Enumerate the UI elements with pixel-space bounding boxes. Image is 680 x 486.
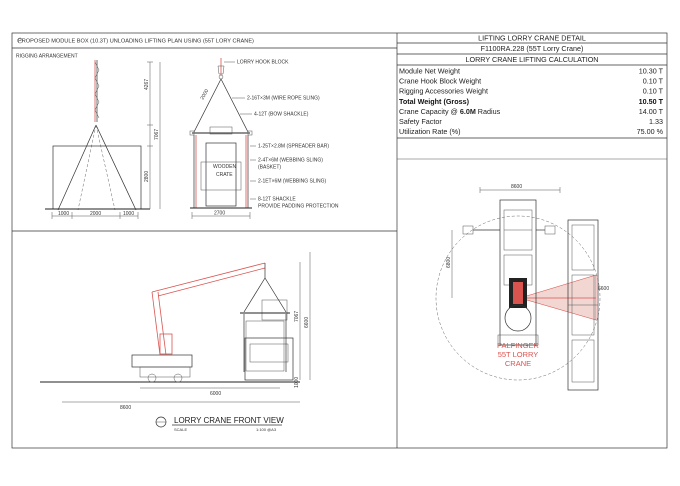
row-value-net-weight: 10.30 T xyxy=(638,66,663,76)
front-view-scale-value: 1:100 @A3 xyxy=(256,427,277,432)
dim-1000-left: 1000 xyxy=(58,211,70,217)
callout-bow-shackle: 4-12T (BOW SHACKLE) xyxy=(254,111,309,118)
dim-2000-vert: 2000 xyxy=(199,88,211,101)
dim-7067: 7067 xyxy=(154,128,160,140)
dim-2000: 2000 xyxy=(90,211,102,217)
callout-shackle: 8-12T SHACKLE xyxy=(258,196,296,203)
row-label-hook-weight: Crane Hook Block Weight xyxy=(399,76,482,86)
dim-8600: 8600 xyxy=(120,405,132,411)
dim-7067-front: 7067 xyxy=(294,310,300,322)
rigging-side-dims xyxy=(52,62,160,219)
rigging-end-dims xyxy=(192,88,250,219)
front-view-scale-label: SCALE xyxy=(174,427,188,432)
table-header: LIFTING LORRY CRANE DETAIL xyxy=(478,33,586,43)
row-value-hook-weight: 0.10 T xyxy=(642,76,663,86)
sheet-border xyxy=(12,33,667,448)
row-label-utilization: Utilization Rate (%) xyxy=(399,127,461,136)
calc-table xyxy=(397,34,667,160)
plan-dim-6600: 6600 xyxy=(598,286,610,292)
calc-header: LORRY CRANE LIFTING CALCULATION xyxy=(465,55,599,64)
dim-2800: 2800 xyxy=(144,170,150,182)
callout-webbing-1: 2-4T×6M (WEBBING SLING) xyxy=(258,157,323,164)
row-label-total-weight: Total Weight (Gross) xyxy=(399,97,470,106)
crane-label-line-1: PALFINGER xyxy=(497,341,539,350)
crane-label-line-3: CRANE xyxy=(504,359,532,368)
dim-1000-front: 1000 xyxy=(294,376,300,388)
dim-4267: 4267 xyxy=(144,78,150,90)
row-value-total-weight: 10.50 T xyxy=(638,97,663,106)
row-label-net-weight: Module Net Weight xyxy=(399,66,460,76)
callout-webbing-1b: (BASKET) xyxy=(258,164,282,171)
front-view-title-block xyxy=(156,416,284,432)
row-value-utilization: 75.00 % xyxy=(636,127,663,136)
callout-spreader: 1-25T×2.8M (SPREADER BAR) xyxy=(258,143,329,150)
crane-label-line-2: 55T LORRY xyxy=(497,350,539,359)
dim-6000: 6000 xyxy=(210,391,222,397)
dim-6600-front: 6600 xyxy=(304,316,310,328)
front-view-title: LORRY CRANE FRONT VIEW xyxy=(174,416,284,425)
dim-2700: 2700 xyxy=(214,210,226,217)
plan-dim-6800: 6800 xyxy=(446,256,452,268)
plan-dim-8600: 8600 xyxy=(511,184,523,190)
row-label-rigging-weight: Rigging Accessories Weight xyxy=(399,86,488,96)
row-label-capacity: Crane Capacity @ 6.0M Radius xyxy=(399,107,501,116)
crane-model: F1100RA.228 (55T Lorry Crane) xyxy=(480,44,584,53)
dim-1000-right: 1000 xyxy=(123,211,135,217)
callout-webbing-2: 2-1ET×6M (WEBBING SLING) xyxy=(258,178,327,185)
rigging-end-view xyxy=(190,58,252,208)
callout-wire-rope: 2-16T×3M (WIRE ROPE SLING) xyxy=(247,95,320,102)
front-view-truck xyxy=(40,263,300,382)
rigging-side-view xyxy=(45,60,150,210)
rigging-title: RIGGING ARRANGEMENT xyxy=(16,53,78,60)
row-value-capacity: 14.00 T xyxy=(638,107,663,116)
row-value-rigging-weight: 0.10 T xyxy=(642,86,663,96)
crate-label-1: WOODEN xyxy=(213,164,237,170)
callout-padding: PROVIDE PADDING PROTECTION xyxy=(258,203,339,210)
row-value-safety-factor: 1.33 xyxy=(649,117,663,126)
plan-title: PROPOSED MODULE BOX (10.3T) UNLOADING LIFTING PLAN USING (55T LORY CRANE) xyxy=(18,38,254,45)
row-label-safety-factor: Safety Factor xyxy=(399,117,442,126)
crane-plan-label xyxy=(497,341,540,368)
callout-hook: LORRY HOOK BLOCK xyxy=(237,59,289,66)
crate-label-2: CRATE xyxy=(216,172,233,178)
front-view-dims xyxy=(62,252,310,411)
